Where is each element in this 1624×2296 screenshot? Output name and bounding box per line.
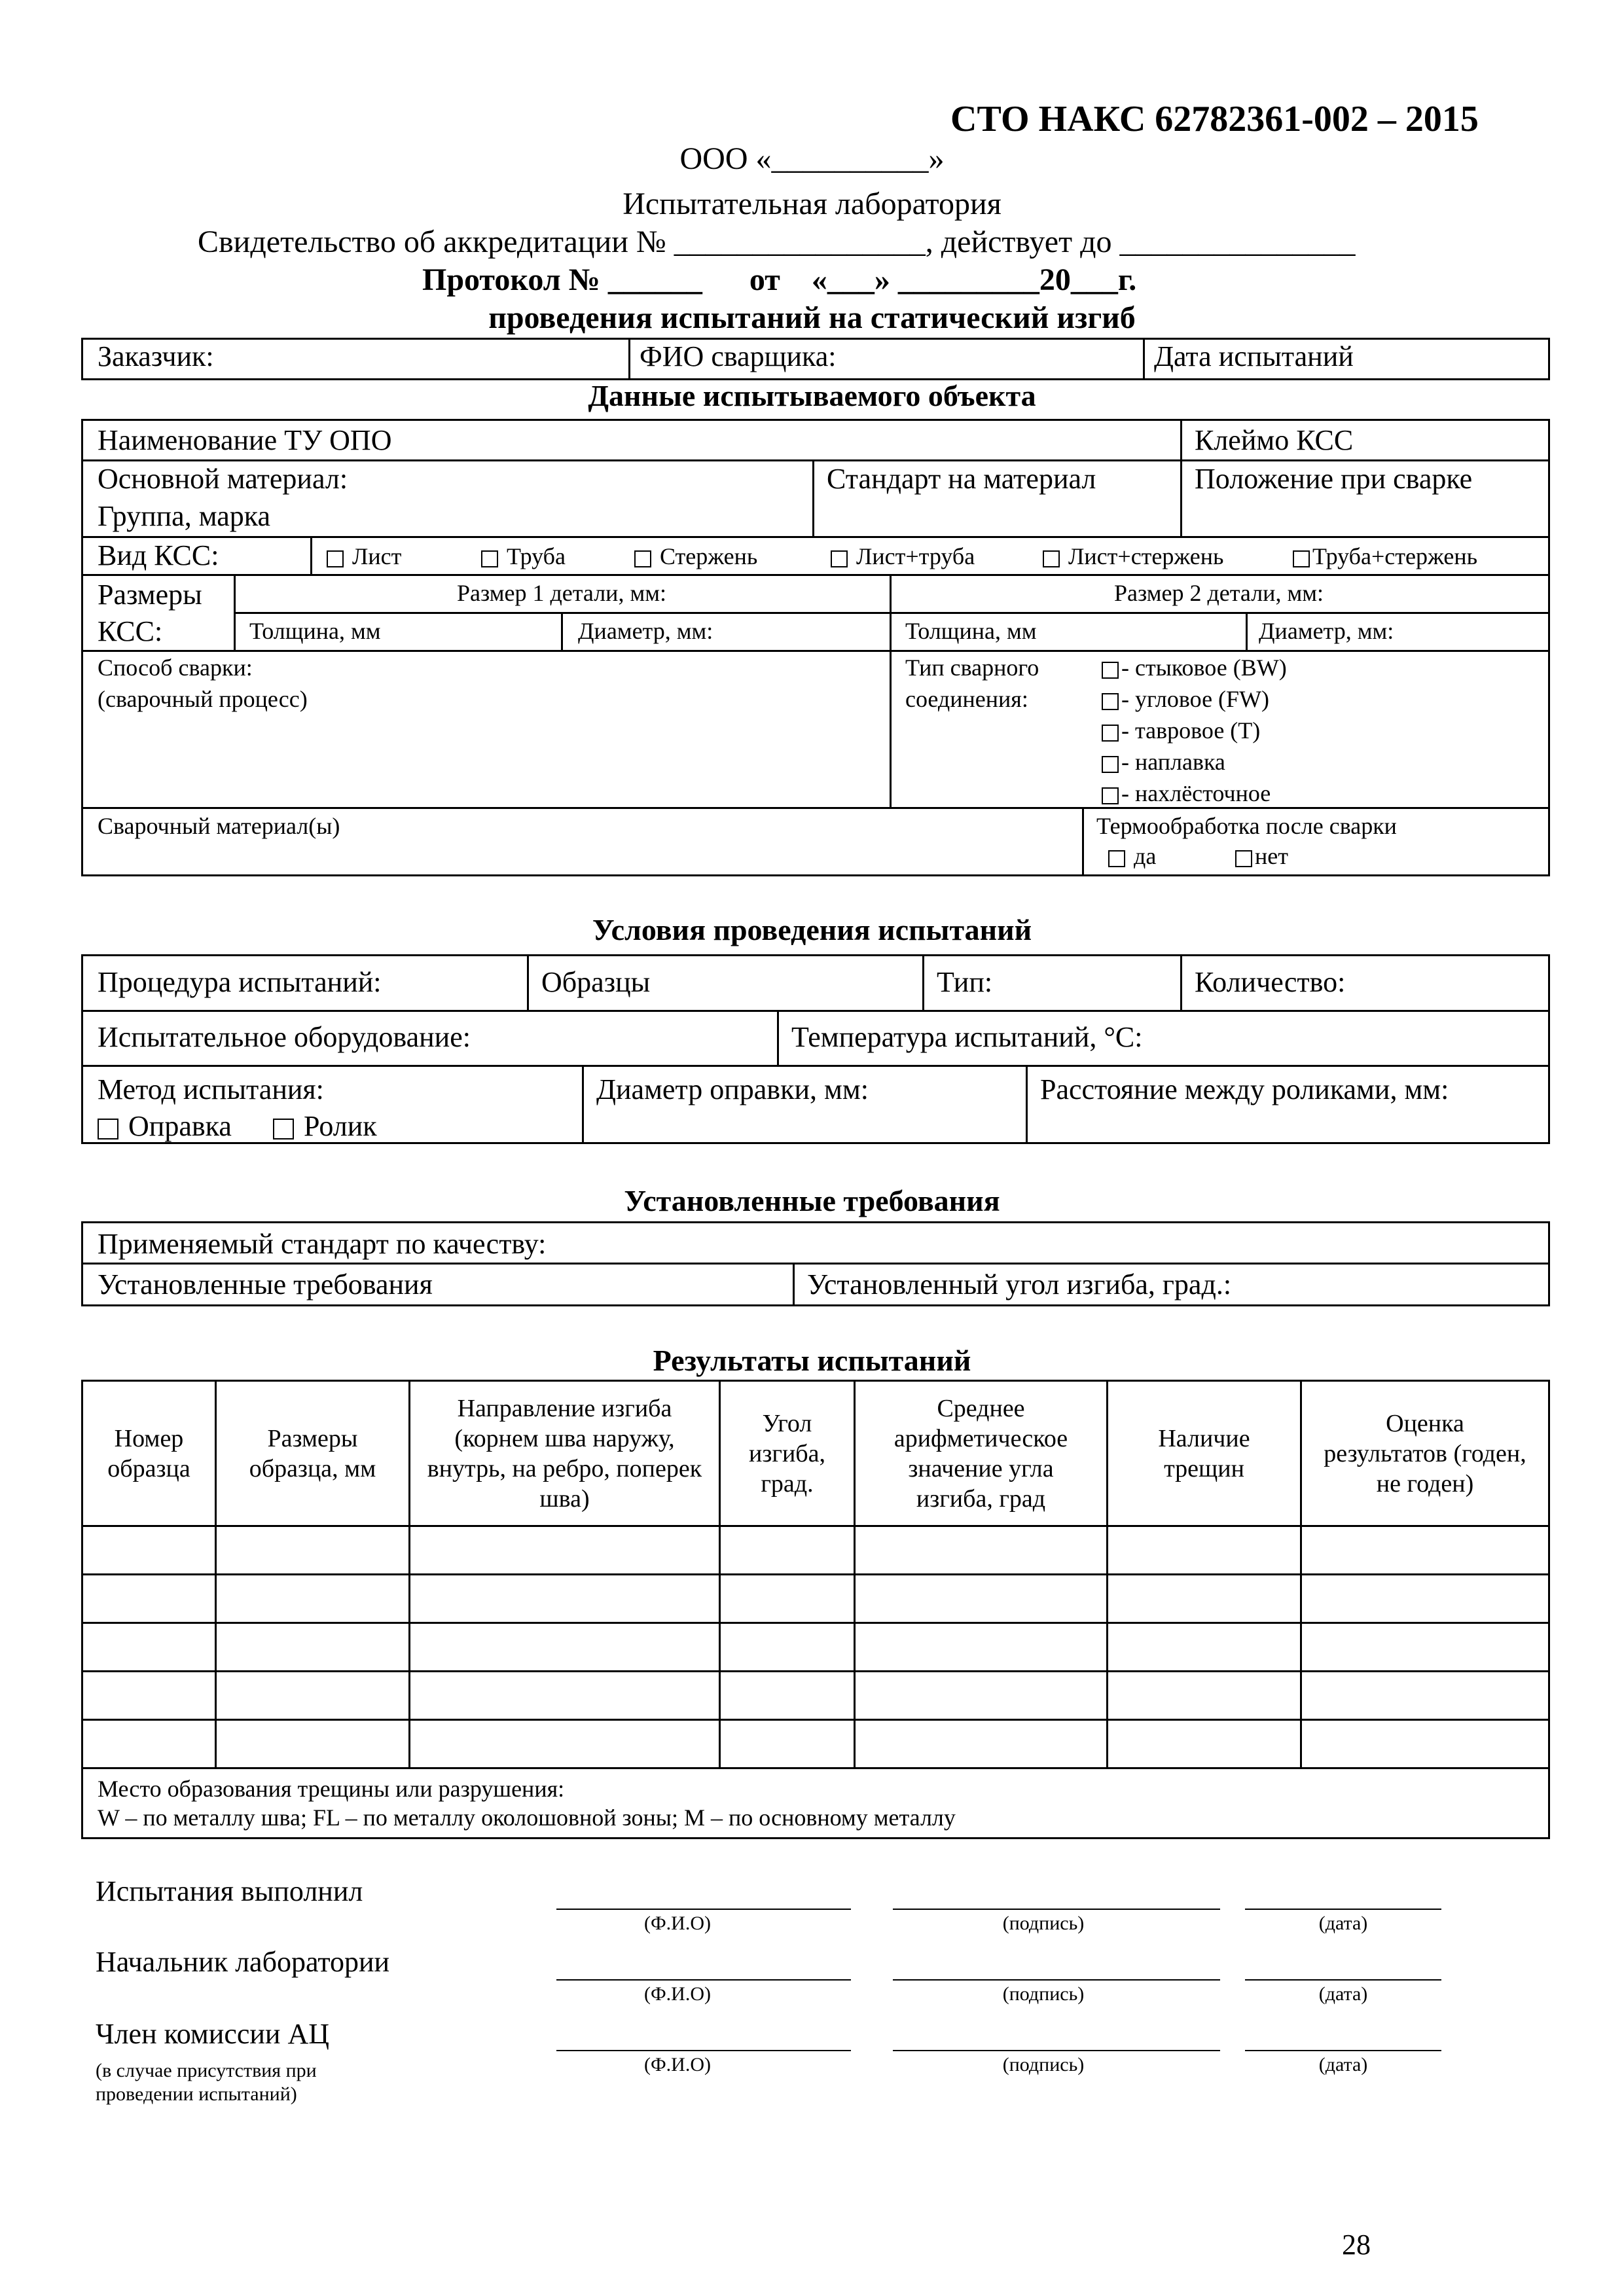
joint-t[interactable]: - тавровое (T) [1102, 717, 1260, 744]
header-cracks: Наличие трещин [1108, 1381, 1301, 1526]
lab-title: Испытательная лаборатория [623, 187, 1001, 221]
kss-type-sheet-rod[interactable]: Лист+стержень [1043, 543, 1223, 570]
checkbox-icon[interactable] [1102, 787, 1119, 804]
signature-label-3: Член комиссии АЦ [96, 2018, 330, 2050]
object-data-block [81, 419, 1550, 876]
base-material-label: Основной материал: [98, 463, 348, 495]
weld-method-sub: (сварочный процесс) [98, 686, 308, 712]
checkbox-icon[interactable] [1043, 550, 1060, 567]
weld-position-label: Положение при сварке [1195, 463, 1473, 495]
checkbox-icon[interactable] [481, 550, 498, 567]
checkbox-icon[interactable] [831, 550, 848, 567]
sizes-label: Размеры [98, 579, 202, 611]
thickness1-label: Толщина, мм [249, 618, 381, 644]
header-bend-direction: Направление изгиба (корнем шва наружу, внутрь, на ребро, поперек шва) [410, 1381, 720, 1526]
joint-type-label: Тип сварного [905, 655, 1039, 681]
checkbox-icon[interactable] [1108, 850, 1125, 867]
signature-line[interactable] [893, 1909, 1220, 1910]
fio-line[interactable] [556, 2050, 851, 2051]
checkbox-icon[interactable] [1235, 850, 1252, 867]
signature-line[interactable] [893, 2050, 1220, 2051]
material-standard-label: Стандарт на материал [827, 463, 1096, 495]
requirements-title: Установленные требования [624, 1184, 1000, 1217]
date-line[interactable] [1245, 2050, 1441, 2051]
org-line: ООО «__________» [679, 141, 945, 176]
standard-code: СТО НАКС 62782361-002 – 2015 [950, 99, 1479, 139]
procedure-label: Процедура испытаний: [98, 966, 382, 998]
weld-method-label: Способ сварки: [98, 655, 253, 681]
table-row [82, 1720, 1549, 1768]
fio-caption: (Ф.И.О) [643, 1983, 711, 2005]
type-label: Тип: [937, 966, 993, 998]
kss-type-sheet[interactable]: Лист [327, 543, 401, 570]
bend-angle-label: Установленный угол изгиба, град.: [807, 1268, 1232, 1300]
diameter1-label: Диаметр, мм: [578, 618, 713, 644]
table-row [82, 1575, 1549, 1623]
heat-treatment-label: Термообработка после сварки [1096, 813, 1397, 839]
header-evaluation: Оценка результатов (годен, не годен) [1301, 1381, 1549, 1526]
header-average-angle: Среднее арифметическое значение угла изгиба, град [855, 1381, 1108, 1526]
mandrel-diameter-label: Диаметр оправки, мм: [596, 1073, 869, 1105]
table-row [82, 1672, 1549, 1720]
joint-fw[interactable]: - угловое (FW) [1102, 685, 1269, 713]
signature-caption: (подпись) [1002, 2054, 1085, 2075]
joint-type-sub: соединения: [905, 686, 1028, 712]
results-title: Результаты испытаний [653, 1344, 971, 1377]
group-grade-label: Группа, марка [98, 500, 271, 532]
checkbox-icon[interactable] [1102, 725, 1119, 742]
method-roller[interactable]: Ролик [273, 1109, 377, 1143]
roller-distance-label: Расстояние между роликами, мм: [1040, 1073, 1449, 1105]
method-mandrel[interactable]: Оправка [98, 1109, 232, 1143]
page-number: 28 [1342, 2229, 1371, 2261]
test-date-field: Дата испытаний [1144, 339, 1549, 380]
conditions-title: Условия проведения испытаний [592, 913, 1032, 946]
kss-type-pipe[interactable]: Труба [481, 543, 566, 570]
date-caption: (дата) [1318, 1983, 1368, 2005]
welder-field: ФИО сварщика: [630, 339, 1144, 380]
checkbox-icon[interactable] [1293, 550, 1310, 567]
fio-line[interactable] [556, 1979, 851, 1981]
checkbox-icon[interactable] [273, 1119, 294, 1139]
date-line[interactable] [1245, 1909, 1441, 1910]
kss-mark-label: Клеймо КСС [1195, 424, 1354, 456]
header-sample-size: Размеры образца, мм [216, 1381, 410, 1526]
checkbox-icon[interactable] [98, 1119, 118, 1139]
equipment-label: Испытательное оборудование: [98, 1021, 471, 1053]
kss-type-pipe-rod[interactable]: Труба+стержень [1293, 543, 1477, 570]
welding-materials-label: Сварочный материал(ы) [98, 813, 340, 839]
protocol-title: Протокол № ______ от «___» _________20___г. [422, 262, 1137, 297]
table-row [82, 1526, 1549, 1575]
table-row [82, 1623, 1549, 1672]
joint-bw[interactable]: - стыковое (BW) [1102, 654, 1287, 681]
header-sample-number: Номер образца [82, 1381, 216, 1526]
heat-treatment-no[interactable]: нет [1235, 842, 1288, 870]
samples-label: Образцы [541, 966, 651, 998]
temperature-label: Температура испытаний, °С: [791, 1021, 1143, 1053]
tu-opo-label: Наименование ТУ ОПО [98, 424, 392, 456]
checkbox-icon[interactable] [327, 550, 344, 567]
fio-caption: (Ф.И.О) [643, 2054, 711, 2075]
checkbox-icon[interactable] [634, 550, 651, 567]
signature-label-1: Испытания выполнил [96, 1875, 363, 1907]
diameter2-label: Диаметр, мм: [1259, 618, 1394, 644]
date-line[interactable] [1245, 1979, 1441, 1981]
requirements-label: Установленные требования [98, 1268, 433, 1300]
commission-note: (в случае присутствия при проведении испытаний) [96, 2060, 317, 2105]
top-info-table [81, 338, 1550, 380]
heat-treatment-yes[interactable]: да [1108, 842, 1156, 870]
signature-label-2: Начальник лаборатории [96, 1946, 390, 1978]
fio-line[interactable] [556, 1909, 851, 1910]
kss-type-rod[interactable]: Стержень [634, 543, 757, 570]
kss-type-sheet-pipe[interactable]: Лист+труба [831, 543, 975, 570]
crack-location-note: Место образования трещины или разрушения: W – по металлу шва; FL – по металлу околошовной зоны; M – по основному металлу [82, 1768, 1549, 1839]
quality-standard-label: Применяемый стандарт по качеству: [98, 1228, 547, 1260]
fio-caption: (Ф.И.О) [643, 1912, 711, 1934]
size2-label: Размер 2 детали, мм: [1113, 580, 1324, 606]
quantity-label: Количество: [1195, 966, 1346, 998]
date-caption: (дата) [1318, 1912, 1368, 1934]
joint-overlay[interactable]: - наплавка [1102, 748, 1225, 776]
protocol-subtitle: проведения испытаний на статический изгиб [488, 300, 1136, 335]
checkbox-icon[interactable] [1102, 662, 1119, 679]
signature-line[interactable] [893, 1979, 1220, 1981]
header-bend-angle: Угол изгиба, град. [720, 1381, 855, 1526]
customer-field: Заказчик: [82, 339, 630, 380]
conditions-block [81, 954, 1550, 1144]
requirements-block [81, 1221, 1550, 1306]
object-section-title: Данные испытываемого объекта [588, 379, 1036, 412]
signature-caption: (подпись) [1002, 1912, 1085, 1934]
results-table [81, 1380, 1550, 1839]
accreditation-line: Свидетельство об аккредитации № ________________, действует до _______________ [198, 224, 1356, 259]
kss-type-label: Вид КСС: [98, 539, 219, 571]
checkbox-icon[interactable] [1102, 756, 1119, 773]
signature-caption: (подпись) [1002, 1983, 1085, 2005]
thickness2-label: Толщина, мм [905, 618, 1037, 644]
joint-lap[interactable]: - нахлёсточное [1102, 780, 1271, 807]
method-label: Метод испытания: [98, 1073, 324, 1105]
sizes-label-2: КСС: [98, 615, 163, 647]
checkbox-icon[interactable] [1102, 693, 1119, 710]
size1-label: Размер 1 детали, мм: [456, 580, 667, 606]
date-caption: (дата) [1318, 2054, 1368, 2075]
